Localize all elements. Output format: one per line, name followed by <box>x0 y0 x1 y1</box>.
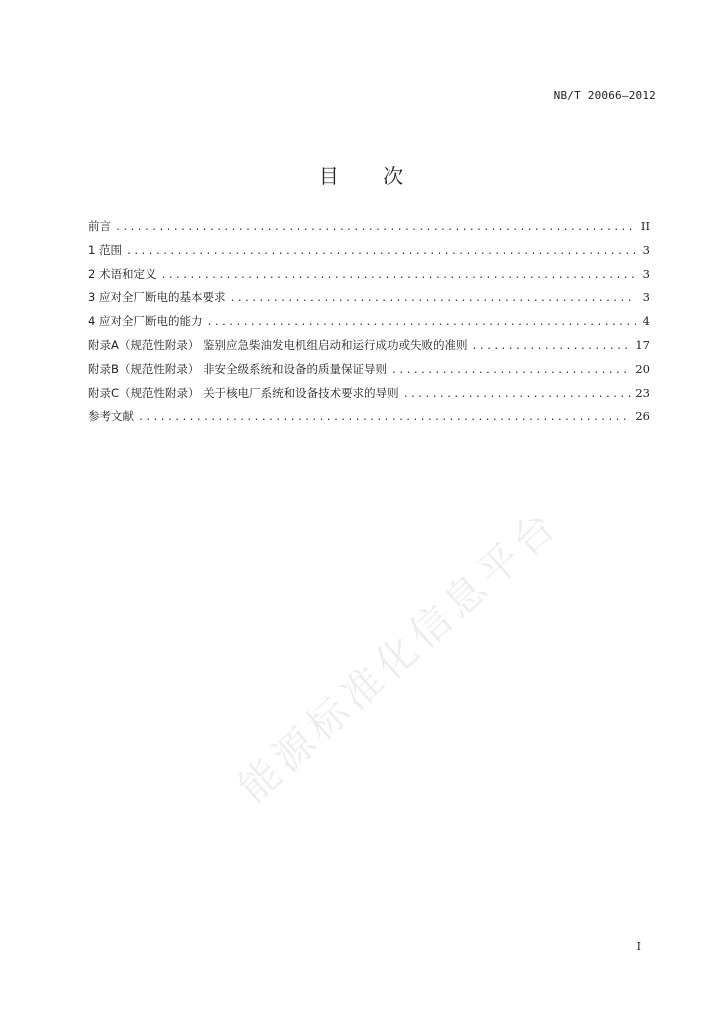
toc-entry-label: 2 术语和定义 <box>88 266 157 281</box>
toc-entry-terms[interactable] <box>88 266 650 290</box>
toc-entry-label: 前言 <box>88 219 111 233</box>
toc-entry-scope[interactable] <box>88 242 650 266</box>
dot-leader <box>391 365 631 376</box>
dot-leader <box>229 293 636 304</box>
table-of-contents <box>88 218 650 432</box>
toc-entry-page: II <box>640 219 650 233</box>
toc-entry-basic-requirements[interactable] <box>88 289 650 313</box>
toc-entry-label: 附录A（规范性附录） 鉴别应急柴油发电机组启动和运行成功或失败的准则 <box>88 337 468 352</box>
toc-entry-page: 20 <box>635 361 650 376</box>
toc-entry-label: 3 应对全厂断电的基本要求 <box>88 290 226 305</box>
toc-entry-references[interactable] <box>88 408 650 432</box>
page-number: I <box>636 940 641 953</box>
page-title: 目 次 <box>318 164 406 188</box>
toc-entry-appendix-b[interactable] <box>88 361 650 385</box>
watermark: 能源标准化信息平台 <box>230 500 569 812</box>
toc-entry-capability[interactable] <box>88 313 650 337</box>
dot-leader <box>472 341 632 352</box>
toc-entry-foreword[interactable] <box>88 218 650 242</box>
toc-entry-appendix-c[interactable] <box>88 385 650 409</box>
dot-leader <box>115 222 636 233</box>
toc-entry-page: 3 <box>642 266 650 281</box>
dot-leader <box>206 317 636 328</box>
toc-entry-page: 26 <box>635 409 650 424</box>
standard-code: NB/T 20066—2012 <box>553 89 656 102</box>
toc-entry-page: 17 <box>635 337 650 352</box>
toc-entry-label: 1 范围 <box>88 242 122 257</box>
toc-entry-page: 3 <box>642 290 650 305</box>
dot-leader <box>403 389 632 400</box>
toc-entry-appendix-a[interactable] <box>88 337 650 361</box>
toc-entry-label: 附录B（规范性附录） 非安全级系统和设备的质量保证导则 <box>88 361 388 376</box>
toc-entry-label: 参考文献 <box>88 409 134 424</box>
toc-entry-page: 23 <box>635 385 650 400</box>
toc-entry-label: 附录C（规范性附录） 关于核电厂系统和设备技术要求的导则 <box>88 385 399 400</box>
toc-entry-page: 4 <box>642 314 650 329</box>
dot-leader <box>160 270 636 281</box>
dot-leader <box>126 246 636 257</box>
toc-entry-label: 4 应对全厂断电的能力 <box>88 314 203 329</box>
dot-leader <box>138 412 631 423</box>
toc-entry-page: 3 <box>642 242 650 257</box>
